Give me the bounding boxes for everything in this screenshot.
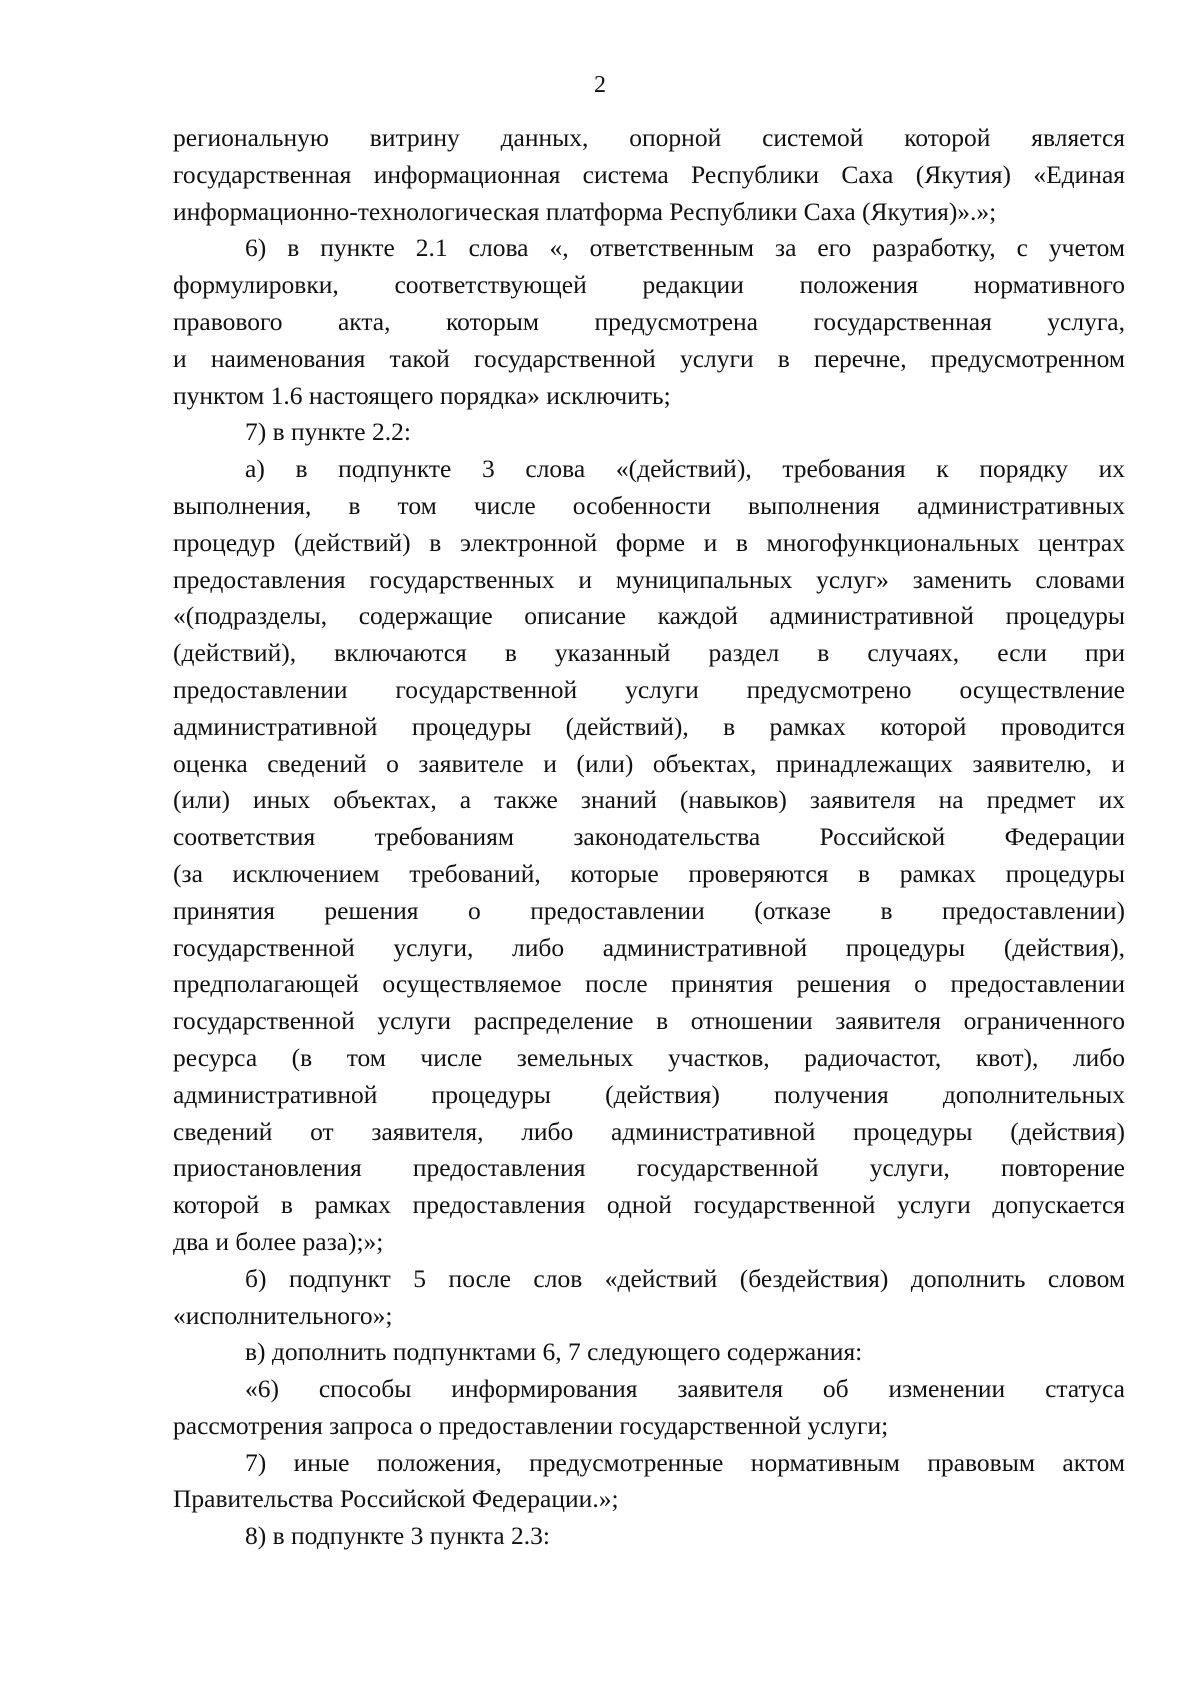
text-line: пунктом 1.6 настоящего порядка» исключить; <box>173 380 671 410</box>
text-line: «6) способы информирования заявителя об изменении статуса <box>245 1374 1125 1404</box>
text-line: 7) иные положения, предусмотренные нормативным правовым актом <box>245 1447 1125 1477</box>
text-line: выполнения, в том числе особенности выполнения административных <box>173 490 1125 520</box>
text-line: ресурса (в том числе земельных участков, радиочастот, квот), либо <box>173 1042 1125 1072</box>
paragraph <box>173 1371 1125 1445</box>
text-line: (действий), включаются в указанный раздел в случаях, если при <box>173 638 1125 668</box>
text-line: административной процедуры (действия) получения дополнительных <box>173 1079 1125 1109</box>
text-line: (или) иных объектах, а также знаний (навыков) заявителя на предмет их <box>173 785 1125 815</box>
text-line: региональную витрину данных, опорной системой которой является <box>173 123 1125 152</box>
paragraph <box>173 1518 1125 1555</box>
document-body <box>173 120 1125 1555</box>
paragraph <box>173 1334 1125 1371</box>
paragraph <box>173 414 1125 451</box>
text-line: два и более раза);»; <box>173 1226 384 1256</box>
text-line: оценка сведений о заявителе и (или) объектах, принадлежащих заявителю, и <box>173 748 1125 778</box>
text-line: предоставлении государственной услуги предусмотрено осуществление <box>173 674 1125 704</box>
text-line: «(подразделы, содержащие описание каждой административной процедуры <box>173 601 1125 631</box>
text-line: приостановления предоставления государственной услуги, повторение <box>173 1153 1125 1183</box>
page-number: 2 <box>594 72 606 98</box>
text-line: предоставления государственных и муниципальных услуг» заменить словами <box>173 564 1125 594</box>
text-line: государственной услуги, либо административной процедуры (действия), <box>173 932 1125 962</box>
text-line: сведений от заявителя, либо административной процедуры (действия) <box>173 1116 1125 1146</box>
text-line: соответствия требованиям законодательства Российской Федерации <box>173 822 1125 852</box>
text-line: и наименования такой государственной услуги в перечне, предусмотренном <box>173 343 1125 373</box>
text-line: в) дополнить подпунктами 6, 7 следующего содержания: <box>245 1337 863 1367</box>
text-line: рассмотрения запроса о предоставлении государственной услуги; <box>173 1410 889 1440</box>
text-line: предполагающей осуществляемое после принятия решения о предоставлении <box>173 969 1125 999</box>
text-line: государственная информационная система Республики Саха (Якутия) «Единая <box>173 159 1125 189</box>
paragraph <box>173 120 1125 230</box>
text-line: формулировки, соответствующей редакции положения нормативного <box>173 270 1125 300</box>
text-line: государственной услуги распределение в отношении заявителя ограниченного <box>173 1006 1125 1036</box>
paragraph <box>173 1445 1125 1519</box>
text-line: Правительства Российской Федерации.»; <box>173 1484 619 1514</box>
paragraph <box>173 1261 1125 1335</box>
text-line: 6) в пункте 2.1 слова «, ответственным за его разработку, с учетом <box>245 233 1125 263</box>
text-line: административной процедуры (действий), в рамках которой проводится <box>173 711 1125 741</box>
text-line: информационно-технологическая платформа Республики Саха (Якутия)».»; <box>173 196 997 226</box>
text-line: (за исключением требований, которые проверяются в рамках процедуры <box>173 858 1125 888</box>
text-line: процедур (действий) в электронной форме и в многофункциональных центрах <box>173 527 1125 557</box>
text-line: «исполнительного»; <box>173 1300 393 1330</box>
text-line: б) подпункт 5 после слов «действий (бездействия) дополнить словом <box>245 1263 1125 1293</box>
text-line: принятия решения о предоставлении (отказе в предоставлении) <box>173 895 1125 925</box>
text-line: 8) в подпункте 3 пункта 2.3: <box>245 1521 550 1551</box>
paragraph <box>173 230 1125 414</box>
paragraph <box>173 451 1125 1261</box>
text-line: а) в подпункте 3 слова «(действий), требования к порядку их <box>245 454 1125 484</box>
text-line: 7) в пункте 2.2: <box>245 417 411 447</box>
text-line: правового акта, которым предусмотрена государственная услуга, <box>173 306 1125 336</box>
text-line: которой в рамках предоставления одной государственной услуги допускается <box>173 1190 1125 1220</box>
